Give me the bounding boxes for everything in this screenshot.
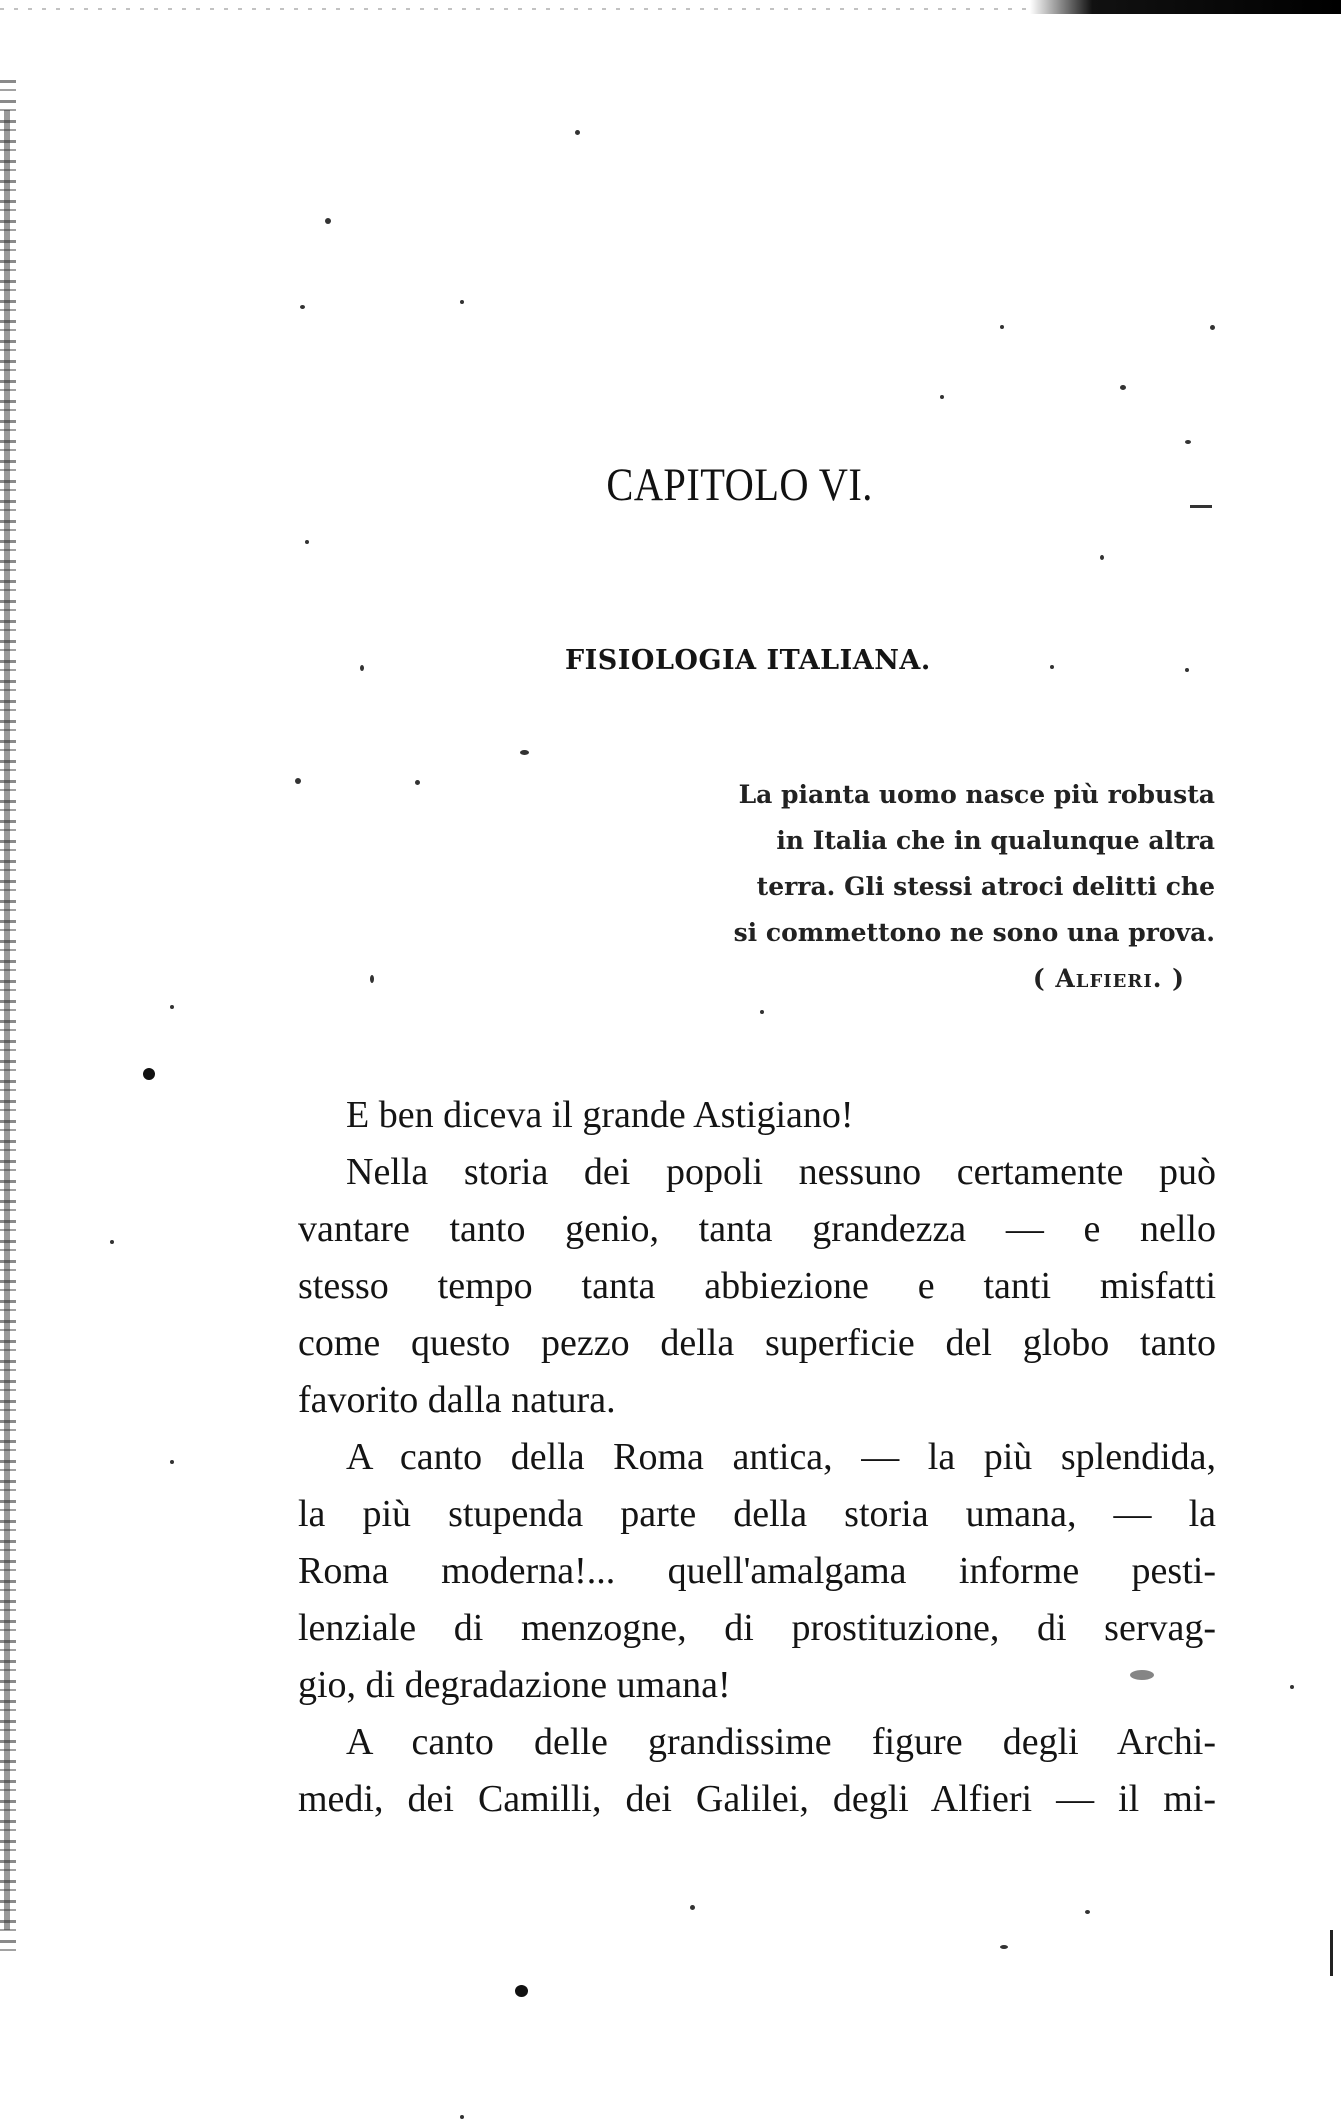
- scan-speck: [170, 1005, 174, 1009]
- scan-speck: [110, 1240, 114, 1244]
- scan-speck: [360, 665, 364, 671]
- chapter-subtitle: FISIOLOGIA ITALIANA.: [565, 645, 931, 676]
- scan-speck: [1185, 440, 1191, 444]
- text-line: gio, di degradazione umana!: [298, 1664, 731, 1706]
- scan-speck: [1290, 1685, 1294, 1689]
- scan-mark-right: [1330, 1930, 1333, 1976]
- scan-speck: [415, 780, 420, 785]
- scan-speck: [370, 975, 374, 983]
- epigraph-line: si commettono ne sono una prova.: [733, 918, 1215, 947]
- scan-speck: [1210, 325, 1215, 330]
- scan-speck: [520, 750, 529, 755]
- scan-shadow-top-right: [1030, 0, 1341, 14]
- scan-blot: [515, 1985, 528, 1997]
- text-line: come questo pezzo della superficie del globo tanto: [298, 1322, 1216, 1364]
- scan-speck: [575, 130, 580, 135]
- scan-binding-shadow: [4, 110, 10, 1930]
- scan-speck: [300, 305, 305, 309]
- scan-speck: [295, 778, 301, 784]
- scan-speck: [325, 218, 331, 224]
- scan-speck: [1050, 665, 1054, 669]
- epigraph-line: in Italia che in qualunque altra: [776, 826, 1215, 855]
- scan-speck: [1100, 555, 1104, 560]
- scan-speck: [460, 2115, 464, 2119]
- scan-speck: [1000, 325, 1004, 329]
- scan-speck: [460, 300, 464, 304]
- text-line: A canto della Roma antica, — la più splendida,: [346, 1436, 1216, 1478]
- epigraph-line: terra. Gli stessi atroci delitti che: [756, 872, 1215, 901]
- scan-speck: [940, 395, 944, 399]
- text-line: E ben diceva il grande Astigiano!: [346, 1094, 854, 1136]
- text-line: vantare tanto genio, tanta grandezza — e nello: [298, 1208, 1216, 1250]
- text-line: Nella storia dei popoli nessuno certamente può: [346, 1151, 1216, 1193]
- scan-speck: [1000, 1945, 1008, 1949]
- scan-speck: [1085, 1910, 1090, 1914]
- scan-edge-top: [0, 8, 1030, 10]
- text-line: A canto delle grandissime figure degli Archi-: [346, 1721, 1216, 1763]
- scan-blot: [143, 1068, 155, 1080]
- text-line: medi, dei Camilli, dei Galilei, degli Alfieri — il mi-: [298, 1778, 1216, 1820]
- body-text: [298, 1087, 1216, 1828]
- scan-speck: [690, 1905, 695, 1910]
- epigraph: [640, 772, 1215, 1002]
- scan-speck: [170, 1460, 174, 1464]
- chapter-title: CAPITOLO VI.: [606, 459, 873, 511]
- epigraph-attribution: ( Alfieri. ): [1032, 964, 1185, 993]
- text-line: Roma moderna!... quell'amalgama informe pesti-: [298, 1550, 1216, 1592]
- scan-speck: [1120, 385, 1126, 390]
- text-line: stesso tempo tanta abbiezione e tanti misfatti: [298, 1265, 1216, 1307]
- text-line: lenziale di menzogne, di prostituzione, di servag-: [298, 1607, 1216, 1649]
- scan-speck: [760, 1010, 764, 1014]
- scan-speck: [305, 540, 309, 544]
- text-line: favorito dalla natura.: [298, 1379, 616, 1421]
- text-line: la più stupenda parte della storia umana, — la: [298, 1493, 1216, 1535]
- epigraph-line: La pianta uomo nasce più robusta: [738, 780, 1215, 809]
- scan-speck: [1185, 668, 1189, 672]
